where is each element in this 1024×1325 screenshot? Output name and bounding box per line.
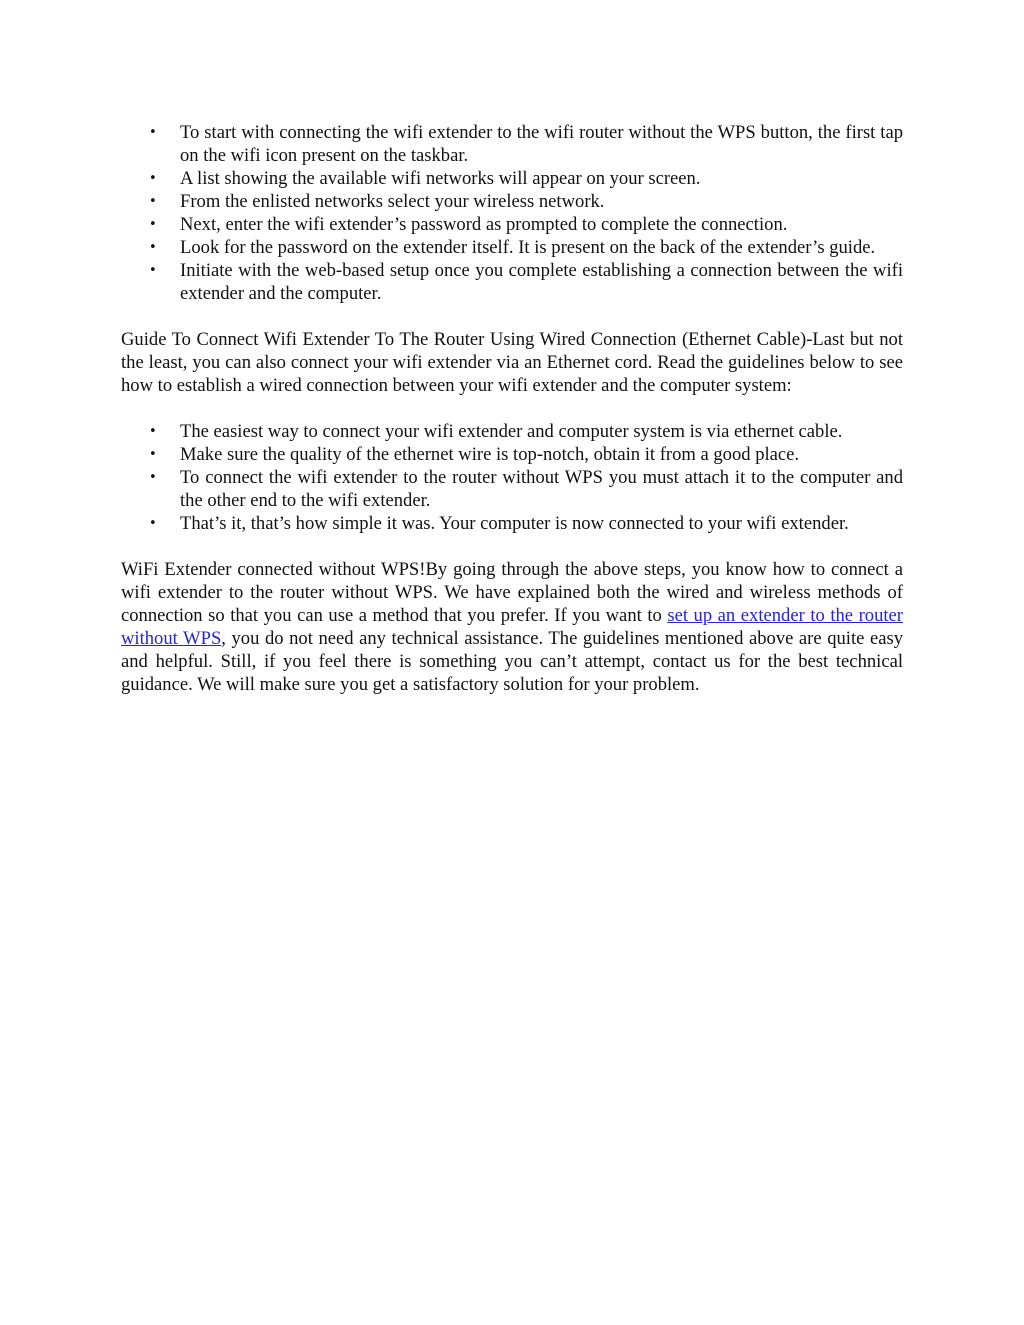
conclusion-text-after-link: , you do not need any technical assistance. The guidelines mentioned above are quite easy and helpful. Still, if you feel there is something you can’t attempt, contact us for the best technical guidance. We will make sure you get a satisfactory solution for your problem. [121, 628, 903, 695]
list-item: • That’s it, that’s how simple it was. Your computer is now connected to your wifi extender. [121, 512, 903, 535]
list-item: • Next, enter the wifi extender’s password as prompted to complete the connection. [121, 213, 903, 236]
document-page [121, 121, 903, 696]
list-item: • The easiest way to connect your wifi extender and computer system is via ethernet cable. [121, 420, 903, 443]
list-item: • Initiate with the web-based setup once you complete establishing a connection between the wifi extender and the computer. [121, 259, 903, 305]
spacer [121, 535, 903, 558]
spacer [121, 305, 903, 328]
list-item: • Look for the password on the extender itself. It is present on the back of the extender’s guide. [121, 236, 903, 259]
wired-connection-intro-paragraph: Guide To Connect Wifi Extender To The Router Using Wired Connection (Ethernet Cable)-Last but not the least, you can also connect your wifi extender via an Ethernet cord. Read the guidelines below to see how to establish a wired connection between your wifi extender and the computer system: [121, 329, 903, 396]
list-item: • To connect the wifi extender to the router without WPS you must attach it to the computer and the other end to the wifi extender. [121, 466, 903, 512]
wired-steps-list [121, 420, 903, 535]
conclusion-text-before-link: WiFi Extender connected without WPS!By going through the above steps, you know how to connect a wifi extender to the router without WPS. We have explained both the wired and wireless methods of connection so that you can use a method that you prefer. If you want to [121, 559, 903, 626]
list-item: • To start with connecting the wifi extender to the wifi router without the WPS button, the first tap on the wifi icon present on the taskbar. [121, 121, 903, 167]
list-item: • Make sure the quality of the ethernet wire is top-notch, obtain it from a good place. [121, 443, 903, 466]
list-item: • From the enlisted networks select your wireless network. [121, 190, 903, 213]
spacer [121, 397, 903, 420]
list-item: • A list showing the available wifi networks will appear on your screen. [121, 167, 903, 190]
wireless-steps-list [121, 121, 903, 305]
setup-extender-link[interactable]: set up an extender to the router without WPS [121, 605, 903, 649]
conclusion-paragraph [121, 558, 903, 696]
